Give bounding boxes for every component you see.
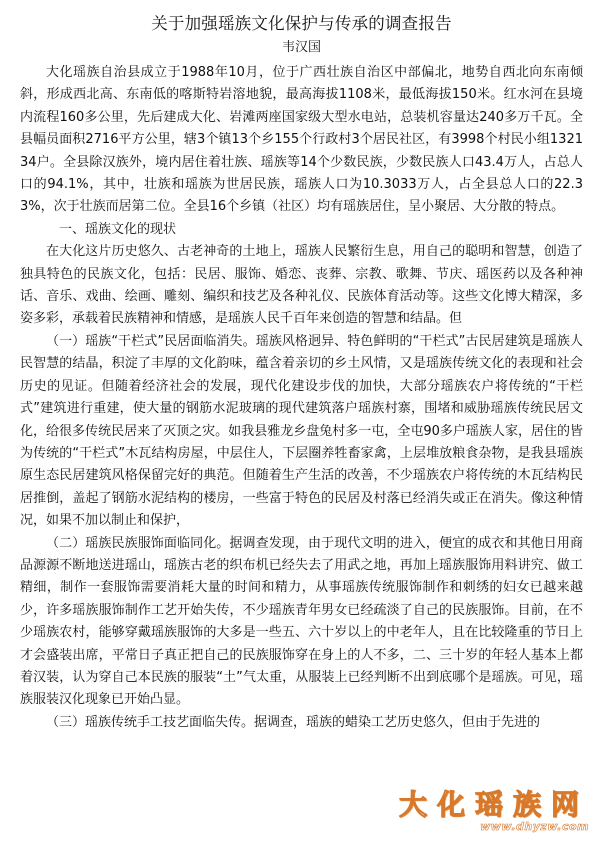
subsection-residence-paragraph: （一）瑶族“干栏式”民居面临消失。瑶族风格迥异、特色鲜明的“干栏式”古民居建筑是瑶族人民智慧的结晶，积淀了丰厚的文化韵味，蕴含着亲切的乡土风情，又是瑶族传统文化的表现和社会历史的见证。但随着经济社会的发展，现代化建设步伐的加快，大部分瑶族农户将传统的“干栏式”建筑进行重建，使大量的钢筋水泥玻璃的现代建筑落户瑶族村寨，围堵和威胁瑶族传统民居文化，给很多传统民居来了灭顶之灾。如我县雅龙乡盘兔村多一屯，全屯90多户瑶族人家，居住的皆为传统的“干栏式”木瓦结构房屋，中层住人，下层圈养牲畜家禽，上层堆放粮食杂物，是我县瑶族原生态民居建筑风格保留完好的典范。但随着生产生活的改善，不少瑶族农户将传统的木瓦结构民居推倒，盖起了钢筋水泥结构的楼房，一些富于特色的民居及村落已经消失或正在消失。像这种情况，如果不加以制止和保护， <box>20 333 583 529</box>
subsection-clothing-paragraph: （二）瑶族民族服饰面临同化。据调查发现，由于现代文明的进入，便宜的成衣和其他日用商品源源不断地送进瑶山，瑶族古老的织布机已经失去了用武之地，再加上瑶族服饰用料讲究、做工精细，制作一套服饰需要消耗大量的时间和精力，从事瑶族传统服饰制作和刺绣的妇女已越来越少，许多瑶族服饰制作工艺开始失传，不少瑶族青年男女已经疏淡了自己的民族服饰。目前，在不少瑶族农村，能够穿戴瑶族服饰的大多是一些五、六十岁以上的中老年人，且在比较隆重的节日上才会盛装出席，平常日子真正把自己的民族服饰穿在身上的人不多，二、三十岁的年轻人基本上都着汉装，认为穿自己本民族的服装“土”气太重，从服装上已经判断不出到底哪个是瑶族。可见，瑶族服装汉化现象已开始凸显。 <box>20 535 583 708</box>
intro-paragraph: 大化瑶族自治县成立于1988年10月，位于广西壮族自治区中部偏北，地势自西北向东南倾斜，形成西北高、东南低的喀斯特岩溶地貌，最高海拔1108米，最低海拔150米。红水河在县境内流程160多公里，先后建成大化、岩滩两座国家级大型水电站，总装机容量达240多万千瓦。全县幅员面积2716平方公里，辖3个镇13个乡155个行政村3个居民社区，有3998个村民小组132134户。全县除汉族外，境内居住着壮族、瑶族等14个少数民族，少数民族人口43.4万人，占总人口的94.1%，其中，壮族和瑶族为世居民族，瑶族人口为10.3033万人，占全县总人口的22.33%，次于壮族而居第二位。全县16个乡镇（社区）均有瑶族居住，呈小聚居、大分散的特点。 <box>20 65 583 215</box>
section-intro-paragraph: 在大化这片历史悠久、古老神奇的土地上，瑶族人民繁衍生息，用自己的聪明和智慧，创造了独具特色的民族文化，包括：民居、服饰、婚恋、丧葬、宗教、歌舞、节庆、瑶医药以及各种神话、音乐、戏曲、绘画、雕刻、编织和技艺及各种礼仪、民族体育活动等。这些文化博大精深，多姿多彩，承载着民族精神和情感，是瑶族人民千百年来创造的智慧和结晶。但 <box>20 244 583 327</box>
document-title: 关于加强瑶族文化保护与传承的调查报告 <box>151 14 452 33</box>
subsection-crafts-paragraph: （三）瑶族传统手工技艺面临失传。据调查，瑶族的蜡染工艺历史悠久，但由于先进的 <box>46 714 541 730</box>
author-name: 韦汉国 <box>281 40 321 55</box>
watermark-url: www.dhyzw.com <box>480 820 589 833</box>
site-watermark <box>389 790 589 834</box>
section-heading-status: 一、瑶族文化的现状 <box>59 221 177 237</box>
watermark-logo-text: 大化瑶族网 <box>398 788 589 821</box>
